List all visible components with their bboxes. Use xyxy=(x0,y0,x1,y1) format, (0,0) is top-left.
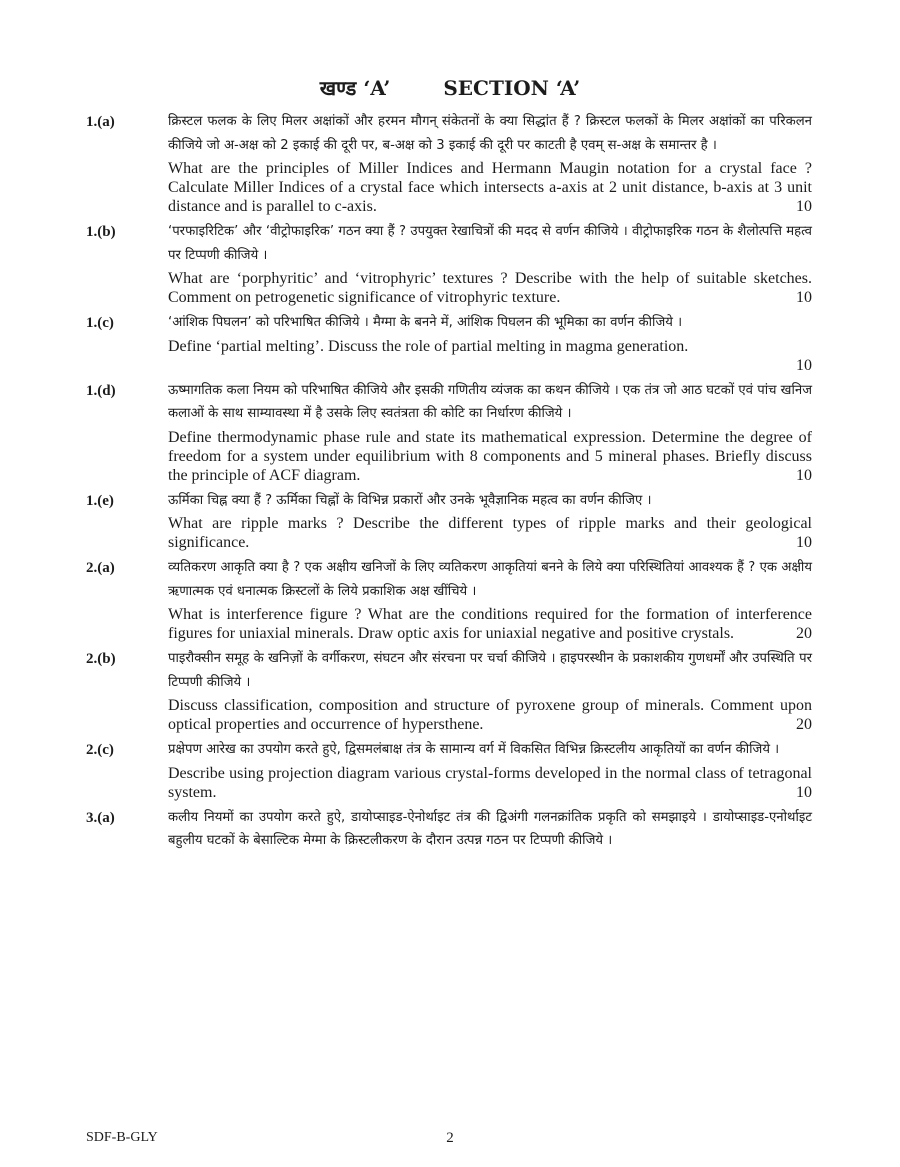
question-marks: 10 xyxy=(796,356,812,374)
paper-code: SDF-B-GLY xyxy=(86,1130,158,1145)
question-2b xyxy=(86,647,812,738)
question-text-english: What is interference figure ? What are the conditions required for the formation of interference figures for uniaxial minerals. Draw optic axis for uniaxial negative and positive crystals. 20 xyxy=(168,606,812,642)
question-text-hindi: प्रक्षेपण आरेख का उपयोग करते हुऐ, द्विसमलंबाक्ष तंत्र के सामान्य वर्ग में विकसित विभिन्न क्रिस्टलीय आकृतियों का वर्णन कीजिये । xyxy=(168,742,780,757)
question-number: 1.(e) xyxy=(86,492,114,509)
question-marks: 10 xyxy=(796,466,812,484)
question-text-english: What are the principles of Miller Indices and Hermann Maugin notation for a crystal face ? Calculate Miller Indices of a crystal face which intersects a-axis at 2 unit distance, b-axis at 3 unit distance and is parallel to c-axis. 10 xyxy=(168,160,812,215)
question-number: 1.(b) xyxy=(86,224,116,240)
section-heading xyxy=(0,74,900,101)
section-heading-english: SECTION ‘A’ xyxy=(443,76,581,100)
question-text-hindi: कलीय नियमों का उपयोग करते हुऐ, डायोप्साइड-ऐनोर्थाइट तंत्र की द्विअंगी गलनक्रांतिक प्रकृति को समझाइये । डायोप्साइड-एनोर्थाइट बहुलीय घटकों के बेसाल्टिक मेग्मा के क्रिस्टलीकरण के दौरान उत्पन्न गठन पर टिप्पणी कीजिये । xyxy=(168,809,812,848)
question-text-hindi: क्रिस्टल फलक के लिए मिलर अक्षांकों और हरमन मौगन् संकेतनों के क्या सिद्धांत हैं ? क्रिस्टल फलकों के मिलर अक्षांकों का परिकलन कीजिये जो अ-अक्ष को 2 इकाई की दूरी पर, ब-अक्ष को 3 इकाई की दूरी पर काटती है एवम् स-अक्ष के समान्तर है । xyxy=(168,114,812,153)
section-heading-hindi: खण्ड ‘A’ xyxy=(319,76,391,100)
question-1d xyxy=(86,379,812,489)
question-text-hindi: पाइरौक्सीन समूह के खनिज़ों के वर्गीकरण, संघटन और संरचना पर चर्चा कीजिये । हाइपरस्थीन के प्रकाशकीय गुणधर्मों और उपस्थिति पर टिप्पणी कीजिये । xyxy=(168,651,812,690)
page-number: 2 xyxy=(446,1130,454,1146)
question-2a xyxy=(86,556,812,647)
question-text-hindi: ऊष्मागतिक कला नियम को परिभाषित कीजिये और इसकी गणितीय व्यंजक का कथन कीजिये । एक तंत्र जो आठ घटकों एवं पांच खनिज कलाओं के साथ साम्यावस्था में है उसके लिए स्वतंत्रता की कोटि का निर्धारण कीजिये । xyxy=(168,382,812,421)
question-number: 2.(a) xyxy=(86,560,115,576)
question-1e xyxy=(86,489,812,557)
question-marks: 10 xyxy=(796,534,812,551)
question-number: 1.(a) xyxy=(86,114,115,130)
question-text-english: Describe using projection diagram various crystal-forms developed in the normal class of tetragonal system. 10 xyxy=(168,764,812,801)
question-text-hindi: ऊर्मिका चिह्न क्या हैं ? ऊर्मिका चिह्नों के विभिन्न प्रकारों और उनके भूवैज्ञानिक महत्व का वर्णन कीजिए । xyxy=(168,492,652,508)
question-text-hindi: ‘आंशिक पिघलन’ को परिभाषित कीजिये । मैग्मा के बनने में, आंशिक पिघलन की भूमिका का वर्णन कीजिये । xyxy=(168,315,683,330)
question-number: 1.(c) xyxy=(86,315,114,331)
question-number: 1.(d) xyxy=(86,382,116,399)
question-text-english: What are ‘porphyritic’ and ‘vitrophyric’ textures ? Describe with the help of suitable sketches. Comment on petrogenetic significance of vitrophyric texture. 10 xyxy=(168,270,812,306)
question-text-english: What are ripple marks ? Describe the different types of ripple marks and their geological significance. 10 xyxy=(168,515,812,551)
question-1c xyxy=(86,311,812,379)
question-marks: 20 xyxy=(796,716,812,733)
question-text-english: Define ‘partial melting’. Discuss the role of partial melting in magma generation. xyxy=(168,337,689,355)
question-text-hindi: व्यतिकरण आकृति क्या है ? एक अक्षीय खनिजों के लिए व्यतिकरण आकृतियां बनने के लिये क्या परिस्थितियां आवश्यक हैं ? एक अक्षीय ऋणात्मक एवं धनात्मक क्रिस्टलों के लिये प्रकाशिक अक्ष खींचिये । xyxy=(168,560,812,599)
question-number: 2.(b) xyxy=(86,651,116,667)
question-1a xyxy=(86,110,812,220)
question-marks: 10 xyxy=(796,783,812,801)
question-2c xyxy=(86,738,812,806)
question-marks: 10 xyxy=(796,289,812,306)
question-text-hindi: ‘परफाइरिटिक’ और ‘वीट्रोफाइरिक’ गठन क्या हैं ? उपयुक्त रेखाचित्रों की मदद से वर्णन कीजिये । वीट्रोफाइरिक गठन के शैलोत्पत्ति महत्व पर टिप्पणी कीजिये । xyxy=(168,224,812,263)
question-marks: 20 xyxy=(796,625,812,642)
question-number: 2.(c) xyxy=(86,742,114,758)
question-text-english: Define thermodynamic phase rule and state its mathematical expression. Determine the degree of freedom for a system under equilibrium with 8 components and 5 mineral phases. Briefly discuss the principle of ACF diagram. 10 xyxy=(168,428,812,484)
question-marks: 10 xyxy=(796,198,812,215)
question-3a xyxy=(86,806,812,853)
question-text-english: Discuss classification, composition and structure of pyroxene group of minerals. Comment upon optical properties and occurrence of hypersthene. 20 xyxy=(168,697,812,733)
question-1b xyxy=(86,220,812,311)
question-list xyxy=(86,110,812,855)
question-number: 3.(a) xyxy=(86,809,115,826)
